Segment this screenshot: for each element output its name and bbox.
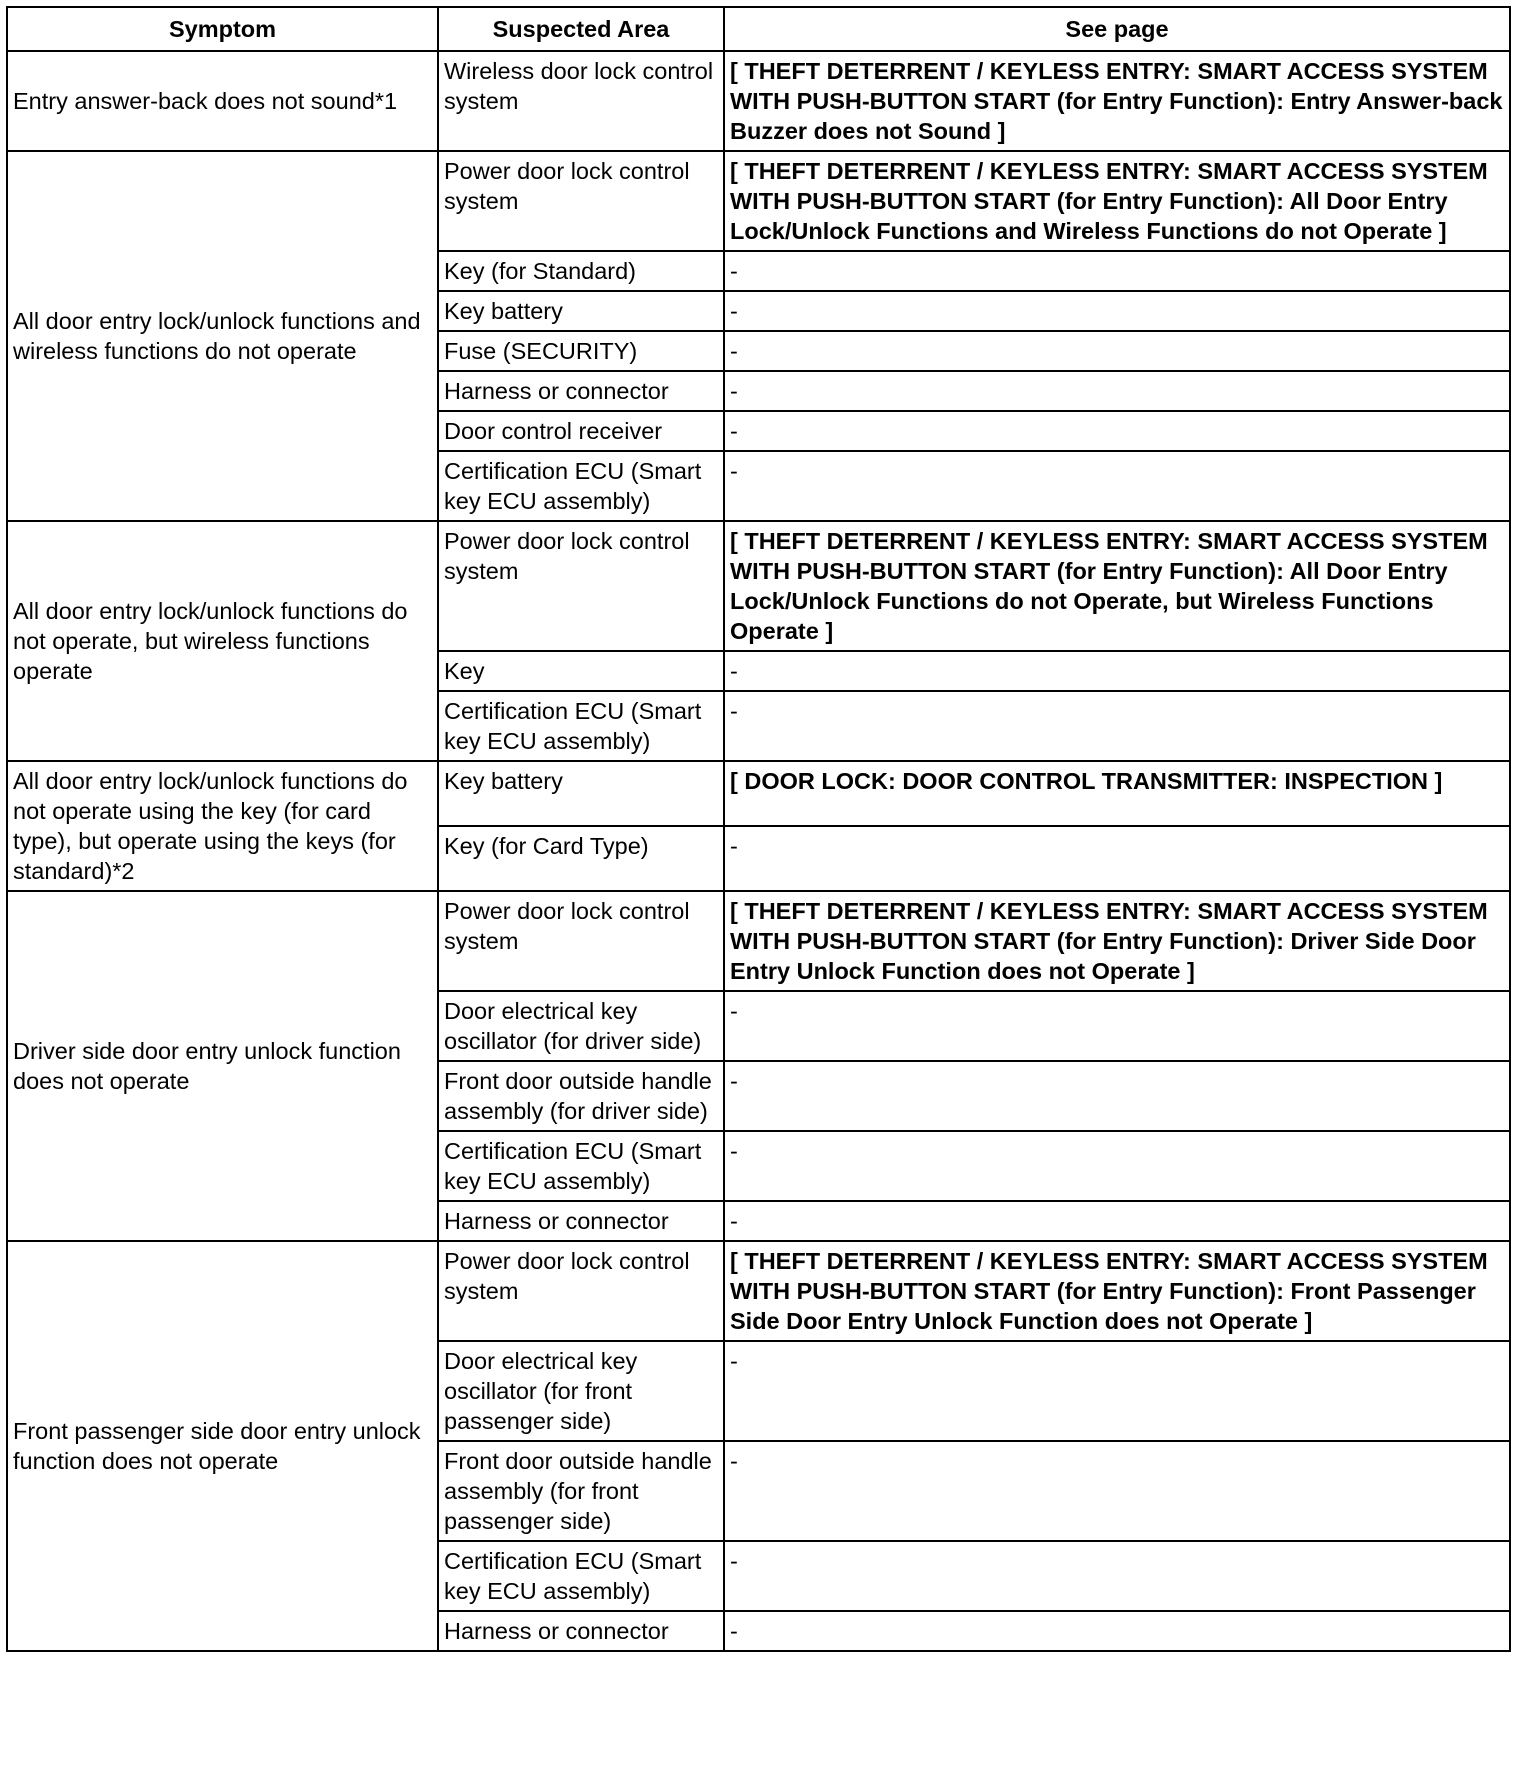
see-page-cell: - bbox=[724, 1441, 1510, 1541]
see-page-cell: - bbox=[724, 451, 1510, 521]
see-page-cell: - bbox=[724, 1061, 1510, 1131]
table-row bbox=[7, 891, 1510, 991]
suspected-area-cell: Power door lock control system bbox=[438, 521, 724, 651]
see-page-cell: - bbox=[724, 651, 1510, 691]
header-symptom: Symptom bbox=[7, 7, 438, 51]
suspected-area-cell: Key (for Standard) bbox=[438, 251, 724, 291]
table-body bbox=[7, 51, 1510, 1651]
see-page-cell: - bbox=[724, 826, 1510, 891]
header-suspected-area: Suspected Area bbox=[438, 7, 724, 51]
see-page-link[interactable]: [ THEFT DETERRENT / KEYLESS ENTRY: SMART ACCESS SYSTEM WITH PUSH-BUTTON START (for Entry Function): Front Passenger Side Door Entry Unlock Function does not Operate ] bbox=[724, 1241, 1510, 1341]
see-page-cell: - bbox=[724, 291, 1510, 331]
symptom-cell: All door entry lock/unlock functions and wireless functions do not operate bbox=[7, 151, 438, 521]
symptom-table bbox=[6, 6, 1511, 1652]
suspected-area-cell: Wireless door lock control system bbox=[438, 51, 724, 151]
see-page-link[interactable]: [ THEFT DETERRENT / KEYLESS ENTRY: SMART ACCESS SYSTEM WITH PUSH-BUTTON START (for Entry Function): Driver Side Door Entry Unlock Function does not Operate ] bbox=[724, 891, 1510, 991]
suspected-area-cell: Front door outside handle assembly (for front passenger side) bbox=[438, 1441, 724, 1541]
table-row bbox=[7, 51, 1510, 151]
see-page-cell: - bbox=[724, 1341, 1510, 1441]
suspected-area-cell: Harness or connector bbox=[438, 1611, 724, 1651]
suspected-area-cell: Harness or connector bbox=[438, 1201, 724, 1241]
table-row bbox=[7, 1241, 1510, 1341]
table-row bbox=[7, 151, 1510, 251]
table-row bbox=[7, 521, 1510, 651]
see-page-cell: - bbox=[724, 411, 1510, 451]
see-page-link[interactable]: [ THEFT DETERRENT / KEYLESS ENTRY: SMART ACCESS SYSTEM WITH PUSH-BUTTON START (for Entry Function): All Door Entry Lock/Unlock Functions do not Operate, but Wireless Functions Operate ] bbox=[724, 521, 1510, 651]
suspected-area-cell: Key battery bbox=[438, 291, 724, 331]
suspected-area-cell: Fuse (SECURITY) bbox=[438, 331, 724, 371]
suspected-area-cell: Power door lock control system bbox=[438, 151, 724, 251]
symptom-cell: All door entry lock/unlock functions do not operate, but wireless functions operate bbox=[7, 521, 438, 761]
see-page-cell: - bbox=[724, 1541, 1510, 1611]
suspected-area-cell: Certification ECU (Smart key ECU assembly) bbox=[438, 1131, 724, 1201]
see-page-cell: - bbox=[724, 1611, 1510, 1651]
suspected-area-cell: Key bbox=[438, 651, 724, 691]
table-row bbox=[7, 761, 1510, 826]
suspected-area-cell: Key battery bbox=[438, 761, 724, 826]
see-page-cell: - bbox=[724, 991, 1510, 1061]
see-page-link[interactable]: [ THEFT DETERRENT / KEYLESS ENTRY: SMART ACCESS SYSTEM WITH PUSH-BUTTON START (for Entry Function): Entry Answer-back Buzzer does not Sound ] bbox=[724, 51, 1510, 151]
see-page-link[interactable]: [ THEFT DETERRENT / KEYLESS ENTRY: SMART ACCESS SYSTEM WITH PUSH-BUTTON START (for Entry Function): All Door Entry Lock/Unlock Functions and Wireless Functions do not Operate ] bbox=[724, 151, 1510, 251]
see-page-cell: - bbox=[724, 691, 1510, 761]
see-page-link[interactable]: [ DOOR LOCK: DOOR CONTROL TRANSMITTER: INSPECTION ] bbox=[724, 761, 1510, 826]
header-see-page: See page bbox=[724, 7, 1510, 51]
symptom-cell: Driver side door entry unlock function does not operate bbox=[7, 891, 438, 1241]
see-page-cell: - bbox=[724, 1131, 1510, 1201]
see-page-cell: - bbox=[724, 251, 1510, 291]
see-page-cell: - bbox=[724, 331, 1510, 371]
suspected-area-cell: Certification ECU (Smart key ECU assembly) bbox=[438, 691, 724, 761]
suspected-area-cell: Door electrical key oscillator (for driver side) bbox=[438, 991, 724, 1061]
symptom-cell: All door entry lock/unlock functions do not operate using the key (for card type), but operate using the keys (for standard)*2 bbox=[7, 761, 438, 891]
suspected-area-cell: Power door lock control system bbox=[438, 1241, 724, 1341]
suspected-area-cell: Door control receiver bbox=[438, 411, 724, 451]
suspected-area-cell: Harness or connector bbox=[438, 371, 724, 411]
suspected-area-cell: Certification ECU (Smart key ECU assembly) bbox=[438, 1541, 724, 1611]
header-row bbox=[7, 7, 1510, 51]
suspected-area-cell: Power door lock control system bbox=[438, 891, 724, 991]
see-page-cell: - bbox=[724, 1201, 1510, 1241]
suspected-area-cell: Key (for Card Type) bbox=[438, 826, 724, 891]
suspected-area-cell: Front door outside handle assembly (for driver side) bbox=[438, 1061, 724, 1131]
suspected-area-cell: Door electrical key oscillator (for front passenger side) bbox=[438, 1341, 724, 1441]
suspected-area-cell: Certification ECU (Smart key ECU assembly) bbox=[438, 451, 724, 521]
symptom-cell: Front passenger side door entry unlock function does not operate bbox=[7, 1241, 438, 1651]
symptom-cell: Entry answer-back does not sound*1 bbox=[7, 51, 438, 151]
see-page-cell: - bbox=[724, 371, 1510, 411]
